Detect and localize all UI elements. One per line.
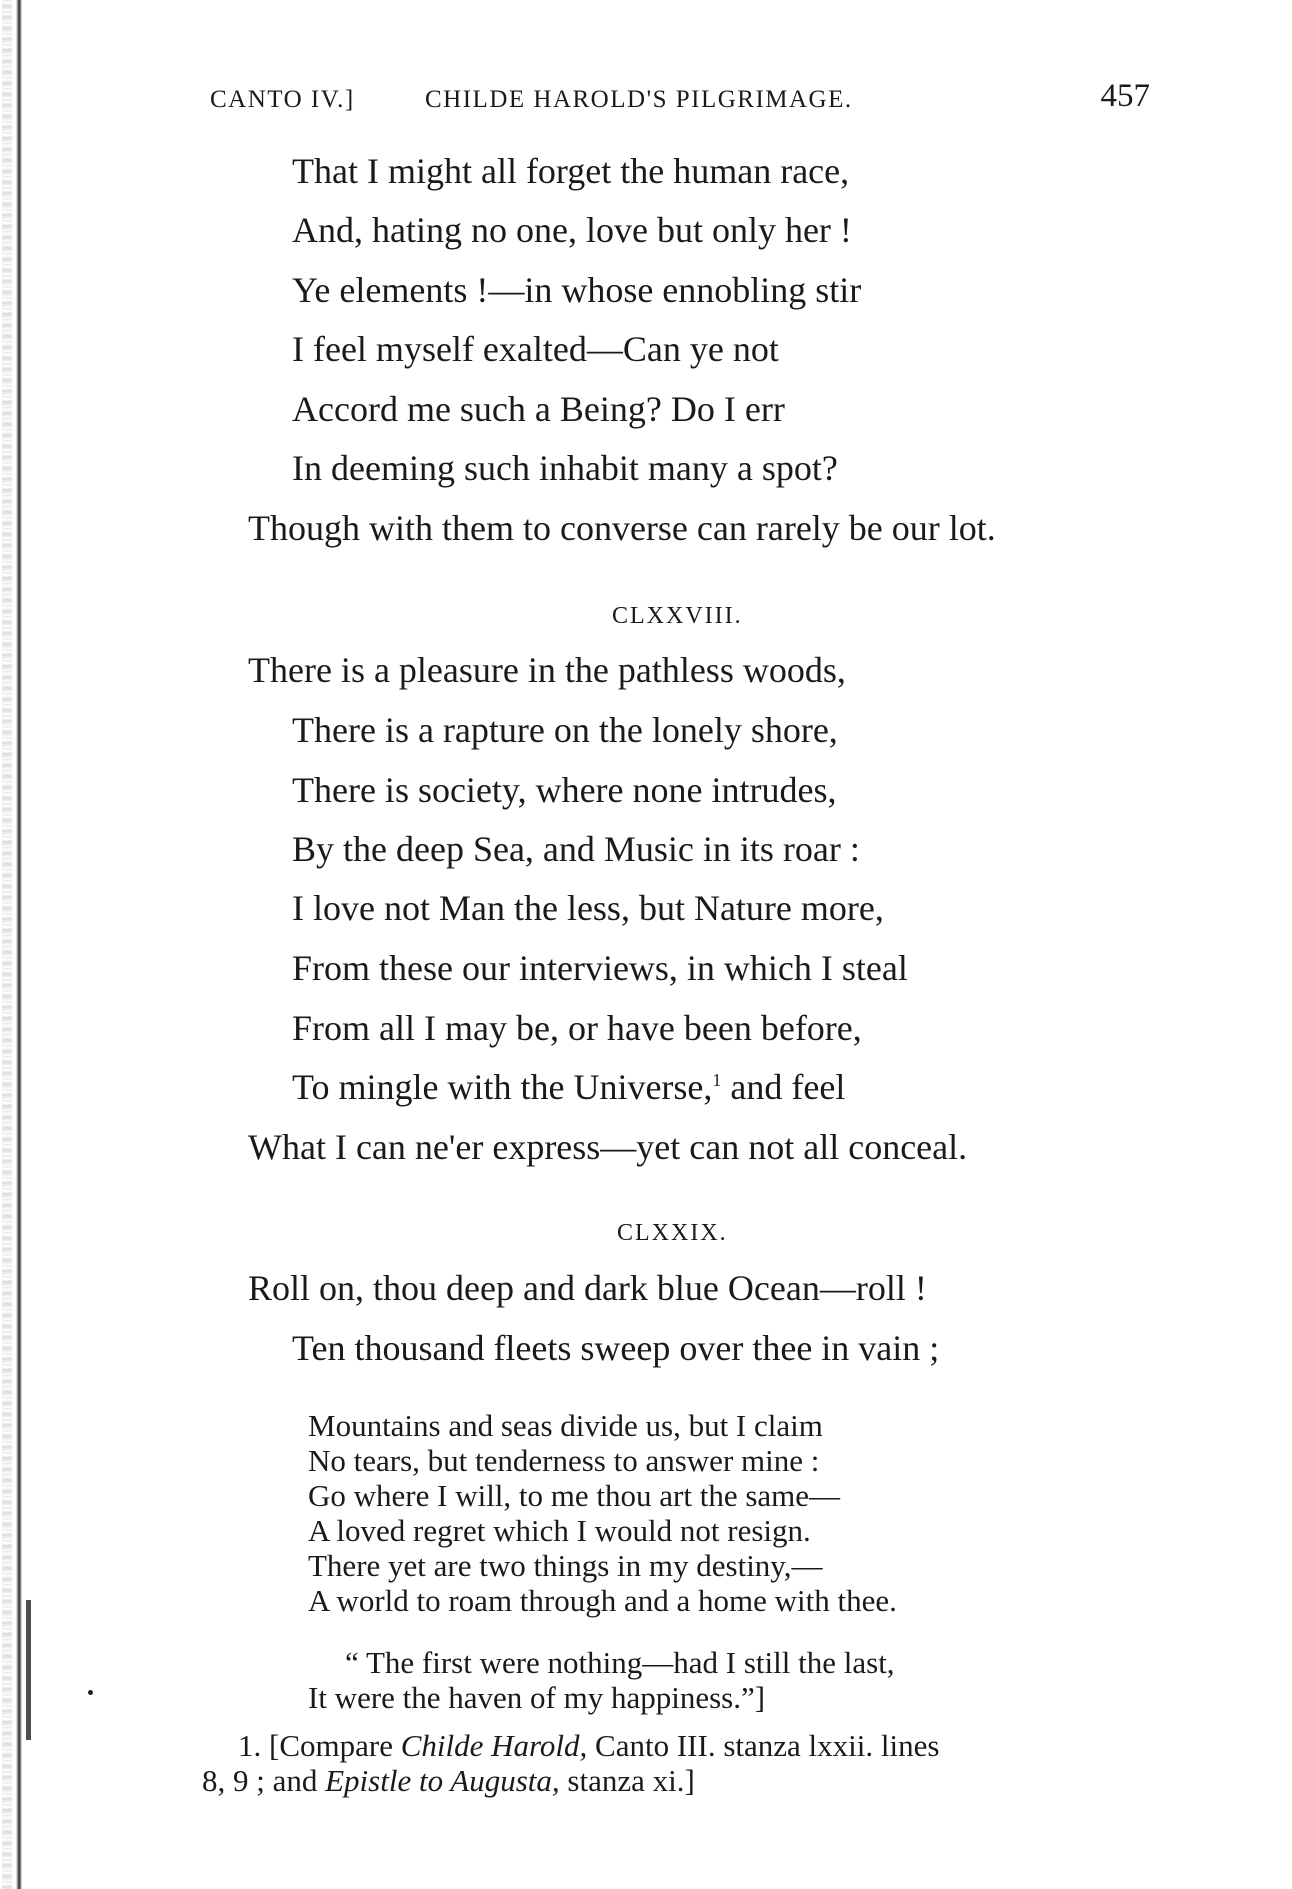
binding-shadow (2, 0, 12, 1889)
note-line: It were the haven of my happiness.”] (308, 1680, 766, 1715)
footnote-line (238, 1730, 939, 1761)
verse-text: To mingle with the Universe, (292, 1067, 713, 1107)
footnote-text: stanza xi.] (559, 1763, 695, 1798)
verse-line: I feel myself exalted—Can ye not (292, 329, 779, 369)
footnote-text: Canto III. stanza lxxii. lines (587, 1728, 940, 1763)
verse-line: Accord me such a Being? Do I err (292, 389, 785, 429)
footnote-line (202, 1765, 695, 1796)
footnote-ref: 1 (712, 1070, 722, 1090)
header-canto: CANTO IV.] (210, 86, 355, 113)
footnote-text: [Compare (261, 1728, 401, 1763)
footnote-marker: 1. (238, 1728, 262, 1763)
note-line: Go where I will, to me thou art the same— (308, 1478, 841, 1513)
verse-line: There is society, where none intrudes, (292, 770, 837, 810)
verse-line: From all I may be, or have been before, (292, 1008, 862, 1048)
verse-line: By the deep Sea, and Music in its roar : (292, 829, 860, 869)
note-line: No tears, but tenderness to answer mine : (308, 1443, 820, 1478)
verse-line-with-footnote (292, 1069, 845, 1105)
verse-line: Roll on, thou deep and dark blue Ocean—roll ! (248, 1268, 927, 1308)
footnote-text: 8, 9 ; and (202, 1763, 326, 1798)
note-line: Mountains and seas divide us, but I claim (308, 1408, 823, 1443)
stanza-number: CLXXIX. (617, 1220, 728, 1246)
verse-line: In deeming such inhabit many a spot? (292, 448, 838, 488)
verse-line: Ten thousand fleets sweep over thee in vain ; (292, 1328, 940, 1368)
note-line: “ The first were nothing—had I still the last, (345, 1645, 895, 1680)
footnote-title: Childe Harold, (400, 1728, 588, 1763)
verse-line: What I can ne'er express—yet can not all conceal. (248, 1127, 968, 1167)
running-header (210, 78, 1150, 118)
binding-mark (26, 1600, 31, 1740)
note-line: A loved regret which I would not resign. (308, 1513, 811, 1548)
verse-line: From these our interviews, in which I steal (292, 948, 908, 988)
stanza-number: CLXXVIII. (612, 603, 743, 629)
note-line: There yet are two things in my destiny,— (308, 1548, 823, 1583)
header-title: CHILDE HAROLD'S PILGRIMAGE. (425, 86, 853, 113)
footnote-title: Epistle to Augusta, (325, 1763, 560, 1798)
verse-line: And, hating no one, love but only her ! (292, 210, 852, 250)
verse-line: Though with them to converse can rarely be our lot. (248, 508, 996, 548)
binding-line (16, 0, 22, 1889)
verse-line: There is a rapture on the lonely shore, (292, 710, 838, 750)
verse-text: and feel (721, 1067, 846, 1107)
verse-line: I love not Man the less, but Nature more, (292, 888, 884, 928)
verse-line: There is a pleasure in the pathless woods, (248, 650, 846, 690)
note-line: A world to roam through and a home with thee. (308, 1583, 897, 1618)
ink-speck (88, 1690, 93, 1695)
verse-line: That I might all forget the human race, (292, 151, 850, 191)
verse-line: Ye elements !—in whose ennobling stir (292, 270, 862, 310)
binding-edge (0, 0, 34, 1889)
page-number: 457 (1100, 78, 1150, 114)
